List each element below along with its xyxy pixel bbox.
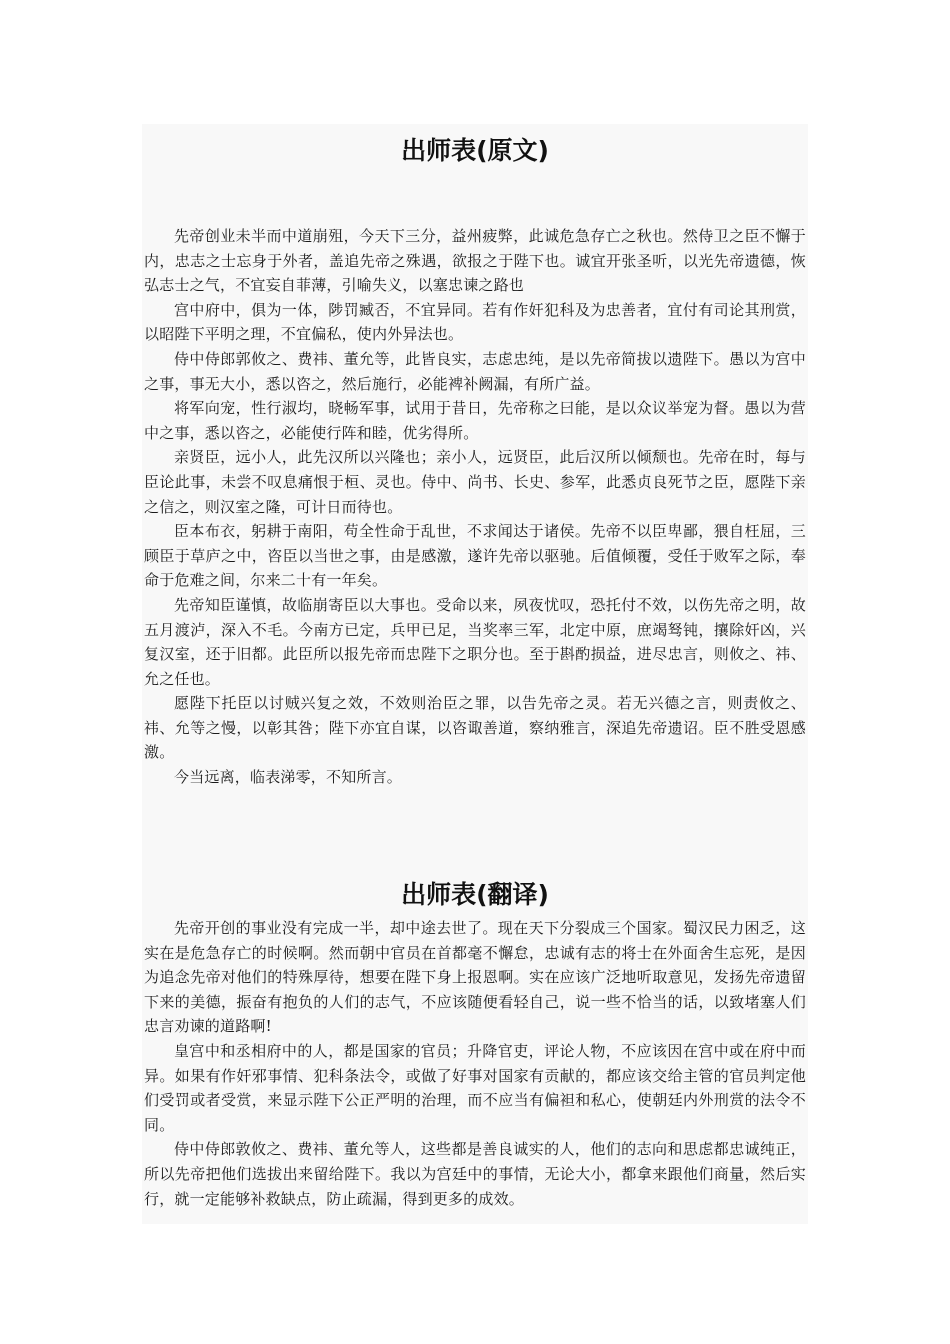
- original-body: [144, 224, 806, 790]
- translation-paragraph: 侍中侍郎敦攸之、费祎、董允等人，这些都是善良诚实的人，他们的志向和思虑都忠诚纯正，所以先帝把他们选拔出来留给陛下。我以为宫廷中的事情，无论大小，都拿来跟他们商量，然后实行，就一定能够补救缺点，防止疏漏，得到更多的成效。: [144, 1140, 806, 1208]
- original-paragraph: 先帝知臣谨慎，故临崩寄臣以大事也。受命以来，夙夜忧叹，恐托付不效，以伤先帝之明，故五月渡泸，深入不毛。今南方已定，兵甲已足，当奖率三军，北定中原，庶竭驽钝，攘除奸凶，兴复汉室，还于旧都。此臣所以报先帝而忠陛下之职分也。至于斟酌损益，进尽忠言，则攸之、祎、允之任也。: [144, 595, 806, 688]
- original-paragraph: 今当远离，临表涕零，不知所言。: [174, 768, 403, 787]
- translation-paragraph: 先帝开创的事业没有完成一半，却中途去世了。现在天下分裂成三个国家。蜀汉民力困乏，这实在是危急存亡的时候啊。然而朝中官员在首都毫不懈怠，忠诚有志的将士在外面舍生忘死，是因为追念先帝对他们的特殊厚待，想要在陛下身上报恩啊。实在应该广泛地听取意见，发扬先帝遗留下来的美德，振奋有抱负的人们的志气，不应该随便看轻自己，说一些不恰当的话，以致堵塞人们忠言劝谏的道路啊!: [144, 919, 806, 1036]
- translation-paragraph: 皇宫中和丞相府中的人，都是国家的官员；升降官吏，评论人物，不应该因在宫中或在府中而异。如果有作奸邪事情、犯科条法令，或做了好事对国家有贡献的，都应该交给主管的官员判定他们受罚或者受赏，来显示陛下公正严明的治理，而不应当有偏袒和私心，使朝廷内外刑赏的法令不同。: [144, 1041, 806, 1134]
- original-paragraph: 侍中侍郎郭攸之、费祎、董允等，此皆良实，志虑忠纯，是以先帝简拔以遗陛下。愚以为宫中之事，事无大小，悉以咨之，然后施行，必能裨补阙漏，有所广益。: [144, 349, 806, 393]
- translation-title: 出师表(翻译): [401, 880, 549, 909]
- translation-body: [144, 916, 806, 1211]
- original-paragraph: 亲贤臣，远小人，此先汉所以兴隆也；亲小人，远贤臣，此后汉所以倾颓也。先帝在时，每与臣论此事，未尝不叹息痛恨于桓、灵也。侍中、尚书、长史、参军，此悉贞良死节之臣，愿陛下亲之信之，则汉室之隆，可计日而待也。: [144, 448, 806, 516]
- original-paragraph: 先帝创业未半而中道崩殂，今天下三分，益州疲弊，此诚危急存亡之秋也。然侍卫之臣不懈于内，忠志之士忘身于外者，盖追先帝之殊遇，欲报之于陛下也。诚宜开张圣听，以光先帝遗德，恢弘志士之气，不宜妄自菲薄，引喻失义，以塞忠谏之路也: [144, 227, 806, 295]
- original-paragraph: 宫中府中，俱为一体，陟罚臧否，不宜异同。若有作奸犯科及为忠善者，宜付有司论其刑赏，以昭陛下平明之理，不宜偏私，使内外异法也。: [144, 300, 806, 344]
- translation-section: [142, 864, 808, 1224]
- original-paragraph: 臣本布衣，躬耕于南阳，苟全性命于乱世，不求闻达于诸侯。先帝不以臣卑鄙，猥自枉屈，三顾臣于草庐之中，咨臣以当世之事，由是感激，遂许先帝以驱驰。后值倾覆，受任于败军之际，奉命于危难之间，尔来二十有一年矣。: [144, 522, 806, 590]
- original-text-section: [142, 124, 808, 864]
- original-paragraph: 将军向宠，性行淑均，晓畅军事，试用于昔日，先帝称之曰能，是以众议举宠为督。愚以为营中之事，悉以咨之，必能使行阵和睦，优劣得所。: [144, 399, 806, 442]
- original-title: 出师表(原文): [401, 136, 549, 165]
- original-paragraph: 愿陛下托臣以讨贼兴复之效，不效则治臣之罪，以告先帝之灵。若无兴德之言，则责攸之、祎、允等之慢，以彰其咎；陛下亦宜自谋，以咨诹善道，察纳雅言，深追先帝遗诏。臣不胜受恩感激。: [144, 694, 806, 762]
